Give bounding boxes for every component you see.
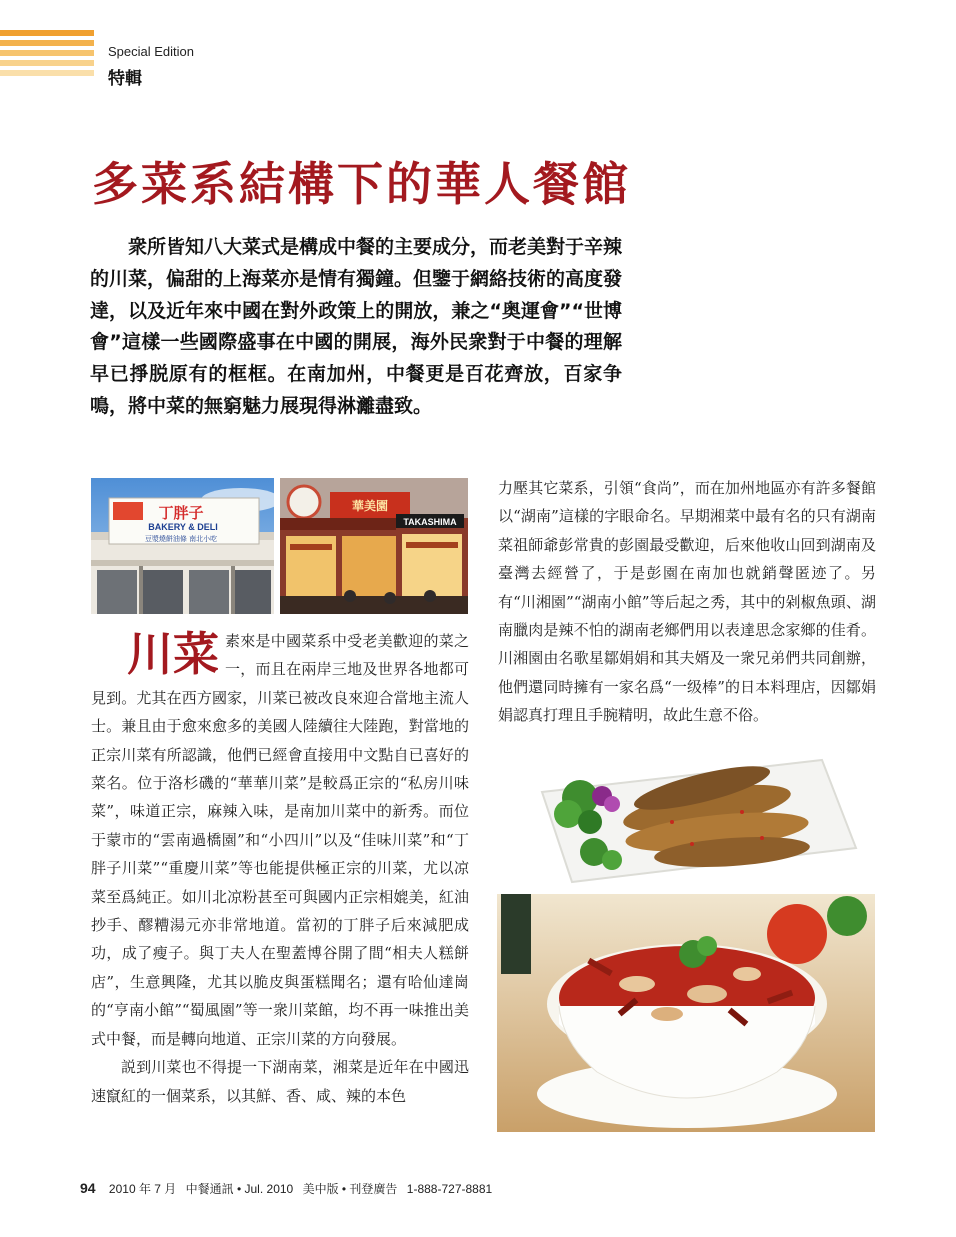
- mall-storefront-photo: [280, 478, 468, 614]
- header-stripes: [0, 30, 94, 80]
- chili-chicken-photo: [497, 894, 875, 1132]
- footer-phone: 1-888-727-8881: [406, 1182, 493, 1196]
- section-label-en: Special Edition: [108, 44, 194, 59]
- storefront-sign-line: 豆漿燒餅油條 南北小吃: [144, 535, 218, 543]
- storefront-photo: [91, 478, 274, 614]
- page-number: 94: [80, 1180, 96, 1196]
- article-title: 多菜系結構下的華人餐館: [92, 157, 631, 211]
- paragraph-sichuan: [91, 627, 469, 1053]
- paragraph-hunan-intro: 説到川菜也不得提一下湖南菜，湘菜是近年在中國迅速竄紅的一個菜系，以其鮮、香、咸、辣的本色: [91, 1058, 469, 1105]
- footer-edition: 美中版 • 刊登廣告: [302, 1182, 398, 1196]
- lead-paragraph: 衆所皆知八大菜式是構成中餐的主要成分，而老美對于辛辣的川菜，偏甜的上海菜亦是情有獨鐘。但鑒于網絡技術的高度發達，以及近年來中國在對外政策上的開放，兼之“奥運會”“世博會”這樣一些國際盛事在中國的開展，海外民衆對于中餐的理解早已掙脱原有的框框。在南加州，中餐更是百花齊放，百家争鳴，將中菜的無窮魅力展現得淋灕盡致。: [90, 236, 623, 417]
- fried-fish-photo: [532, 752, 860, 884]
- article-column-left: [91, 627, 469, 1110]
- page-footer: [80, 1180, 498, 1197]
- dropcap-heading: 川菜: [127, 627, 219, 681]
- storefront-sign-sub: BAKERY & DELI: [148, 522, 218, 532]
- storefront-sign-main: 丁胖子: [158, 504, 204, 522]
- mall-sign-right: TAKASHIMA: [403, 517, 457, 527]
- footer-magazine: 中餐通訊 • Jul. 2010: [185, 1182, 294, 1196]
- section-label-zh: 特輯: [108, 69, 142, 89]
- footer-date: 2010 年 7 月: [108, 1182, 177, 1196]
- paragraph-sichuan-text: 素來是中國菜系中受老美歡迎的菜之一，而且在兩岸三地及世界各地都可見到。尤其在西方國家，川菜已被改良來迎合當地主流人士。兼且由于愈來愈多的美國人陸續往大陸跑，對當地的正宗川菜有所認識，他們已經會直接用中文點自已喜好的菜名。位于洛杉磯的“華華川菜”是較爲正宗的“私房川味菜”，味道正宗，麻辣入味，是南加川菜中的新秀。而位于蒙市的“雲南過橋園”和“小四川”以及“佳味川菜”和“丁胖子川菜”“重慶川菜”等也能提供極正宗的川菜，尤以凉菜至爲純正。如川北凉粉甚至可與國内正宗相媲美，紅油抄手、醪糟湯元亦非常地道。當初的丁胖子后來減肥成功，成了瘦子。與丁夫人在聖蓋博谷開了間“相夫人糕餅店”，生意興隆，尤其以脆皮與蛋糕聞名；還有哈仙達崗的“亨南小館”“蜀風園”等一衆川菜館，均不再一味推出美式中餐，而是轉向地道、正宗川菜的方向發展。: [91, 632, 469, 1048]
- mall-sign-left: 華美園: [351, 499, 389, 513]
- article-column-right: 力壓其它菜系，引領“食尚”，而在加州地區亦有許多餐館以“湖南”這樣的字眼命名。早期湘菜中最有名的只有湖南菜祖師爺彭常貴的彭園最受歡迎，后來他收山回到湖南及臺灣去經營了，于是彭園在南加也就銷聲匿迹了。另有“川湘園”“湖南小館”等后起之秀，其中的剁椒魚頭、湖南臘肉是辣不怕的湖南老鄉們用以表達思念家鄉的佳肴。川湘園由名歌星鄒娟娟和其夫婿及一衆兄弟們共同創辦，他們還同時擁有一家名爲“一级棒”的日本料理店，因鄒娟娟認真打理且手腕精明，故此生意不俗。: [498, 479, 876, 725]
